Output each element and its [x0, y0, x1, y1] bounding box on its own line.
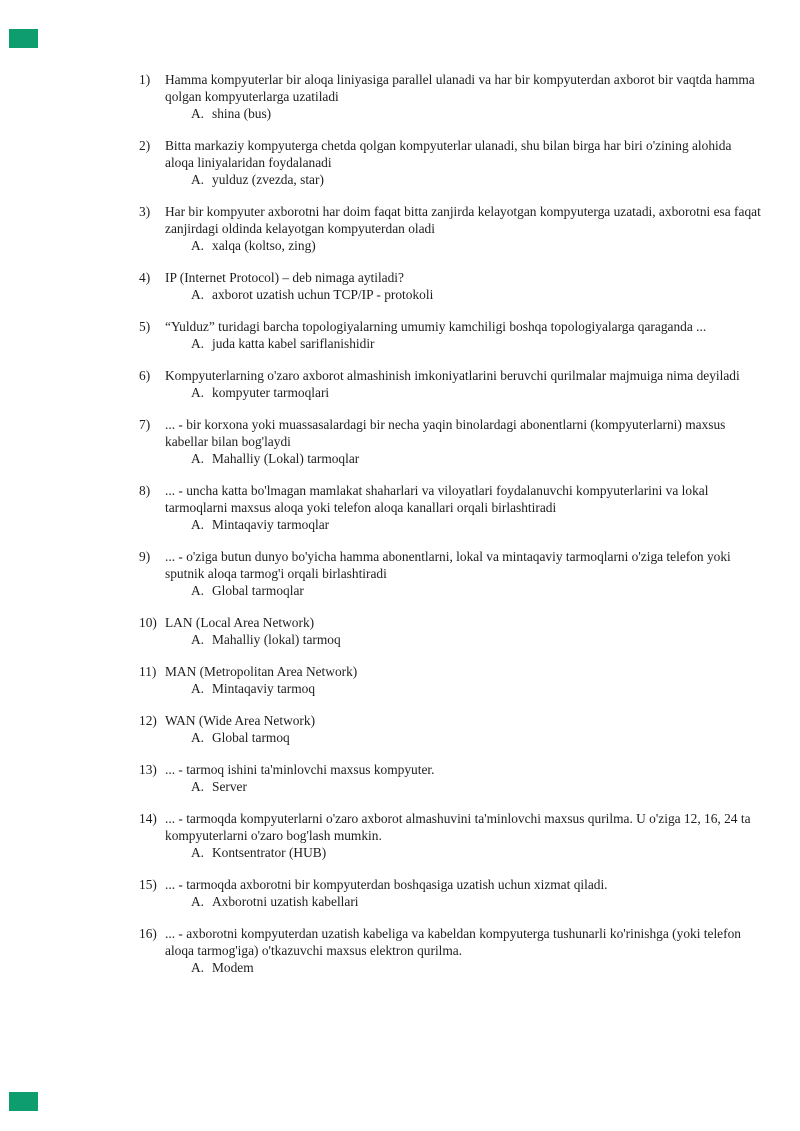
- question-number: 2): [139, 138, 151, 153]
- answer-label: A.: [191, 730, 205, 745]
- answer-text: axborot uzatish uchun TCP/IP - protokoli: [212, 287, 434, 302]
- question-number: 3): [139, 204, 151, 219]
- answer-text: Kontsentrator (HUB): [212, 845, 327, 860]
- answer-line: [191, 631, 762, 648]
- question-text: ... - tarmoqda axborotni bir kompyuterdan boshqasiga uzatish uchun xizmat qiladi.: [165, 877, 608, 892]
- question-item: [139, 614, 762, 648]
- question-text: MAN (Metropolitan Area Network): [165, 664, 358, 679]
- answer-label: A.: [191, 681, 205, 696]
- answer-text: Mintaqaviy tarmoq: [212, 681, 316, 696]
- question-number: 15): [139, 877, 157, 892]
- question-number: 6): [139, 368, 151, 383]
- answer-label: A.: [191, 894, 205, 909]
- question-item: [139, 663, 762, 697]
- answer-line: [191, 959, 762, 976]
- question-number: 10): [139, 615, 157, 630]
- answer-text: xalqa (koltso, zing): [212, 238, 316, 253]
- answer-text: Global tarmoq: [212, 730, 290, 745]
- answer-line: [191, 105, 762, 122]
- corner-mark-bottom: [9, 1092, 38, 1111]
- question-text: Bitta markaziy kompyuterga chetda qolgan kompyuterlar ulanadi, shu bilan birga har biri o'zining alohida aloqa liniyalaridan foydalanadi: [165, 138, 732, 170]
- answer-label: A.: [191, 287, 205, 302]
- question-text: Hamma kompyuterlar bir aloqa liniyasiga parallel ulanadi va har bir kompyuterdan axborot bir vaqtda hamma qolgan kompyuterlarga uzatiladi: [165, 72, 755, 104]
- answer-line: [191, 450, 762, 467]
- answer-label: A.: [191, 517, 205, 532]
- answer-text: Mahalliy (lokal) tarmoq: [212, 632, 341, 647]
- question-number: 1): [139, 72, 151, 87]
- question-text: “Yulduz” turidagi barcha topologiyalarning umumiy kamchiligi boshqa topologiyalarga qaraganda ...: [165, 319, 707, 334]
- answer-line: [191, 237, 762, 254]
- question-item: [139, 876, 762, 910]
- answer-text: Global tarmoqlar: [212, 583, 304, 598]
- answer-text: yulduz (zvezda, star): [212, 172, 324, 187]
- answer-label: A.: [191, 632, 205, 647]
- question-text: LAN (Local Area Network): [165, 615, 315, 630]
- question-item: [139, 71, 762, 122]
- question-item: [139, 137, 762, 188]
- answer-line: [191, 516, 762, 533]
- answer-line: [191, 729, 762, 746]
- question-text: WAN (Wide Area Network): [165, 713, 316, 728]
- question-number: 9): [139, 549, 151, 564]
- answer-line: [191, 893, 762, 910]
- question-text: IP (Internet Protocol) – deb nimaga aytiladi?: [165, 270, 404, 285]
- answer-line: [191, 844, 762, 861]
- question-text: ... - o'ziga butun dunyo bo'yicha hamma abonentlarni, lokal va mintaqaviy tarmoqlarni o'ziga telefon yoki sputnik aloqa tarmog'i orqali birlashtiradi: [165, 549, 731, 581]
- answer-line: [191, 582, 762, 599]
- question-text: ... - uncha katta bo'lmagan mamlakat shaharlari va viloyatlari foydalanuvchi kompyuterlarini va lokal tarmoqlarni maxsus aloqa yoki telefon aloqa kanallari orqali birlashtiradi: [165, 483, 709, 515]
- answer-text: Mintaqaviy tarmoqlar: [212, 517, 330, 532]
- answer-text: shina (bus): [212, 106, 272, 121]
- question-item: [139, 761, 762, 795]
- question-number: 16): [139, 926, 157, 941]
- answer-label: A.: [191, 385, 205, 400]
- question-number: 8): [139, 483, 151, 498]
- answer-line: [191, 680, 762, 697]
- question-number: 12): [139, 713, 157, 728]
- question-number: 11): [139, 664, 157, 679]
- question-item: [139, 482, 762, 533]
- question-item: [139, 367, 762, 401]
- question-item: [139, 269, 762, 303]
- question-text: Har bir kompyuter axborotni har doim faqat bitta zanjirda kelayotgan kompyuterga uzatadi, axborotni esa faqat zanjirdagi oldinda kelayotgan kompyuterdan oladi: [165, 204, 761, 236]
- answer-line: [191, 778, 762, 795]
- answer-label: A.: [191, 172, 205, 187]
- question-item: [139, 810, 762, 861]
- answer-text: kompyuter tarmoqlari: [212, 385, 330, 400]
- answer-label: A.: [191, 779, 205, 794]
- answer-label: A.: [191, 845, 205, 860]
- answer-text: Axborotni uzatish kabellari: [212, 894, 359, 909]
- question-number: 13): [139, 762, 157, 777]
- answer-label: A.: [191, 238, 205, 253]
- question-number: 14): [139, 811, 157, 826]
- question-number: 4): [139, 270, 151, 285]
- answer-text: Server: [212, 779, 247, 794]
- question-text: ... - tarmoq ishini ta'minlovchi maxsus kompyuter.: [165, 762, 435, 777]
- answer-line: [191, 384, 762, 401]
- answer-label: A.: [191, 583, 205, 598]
- question-number: 7): [139, 417, 151, 432]
- answer-text: Modem: [212, 960, 254, 975]
- question-item: [139, 925, 762, 976]
- question-item: [139, 712, 762, 746]
- question-item: [139, 548, 762, 599]
- question-text: ... - axborotni kompyuterdan uzatish kabeliga va kabeldan kompyuterga tushunarli ko'rinishga (yoki telefon aloqa tarmog'iga) o'tkazuvchi maxsus elektron qurilma.: [165, 926, 741, 958]
- answer-line: [191, 335, 762, 352]
- question-text: Kompyuterlarning o'zaro axborot almashinish imkoniyatlarini beruvchi qurilmalar majmuiga nima deyiladi: [165, 368, 740, 383]
- answer-text: Mahalliy (Lokal) tarmoqlar: [212, 451, 360, 466]
- answer-label: A.: [191, 106, 205, 121]
- question-text: ... - bir korxona yoki muassasalardagi bir necha yaqin binolardagi abonentlarni (kompyuterlarni) maxsus kabellar bilan bog'laydi: [165, 417, 726, 449]
- answer-label: A.: [191, 336, 205, 351]
- question-item: [139, 318, 762, 352]
- corner-mark-top: [9, 29, 38, 48]
- question-list: [139, 71, 762, 991]
- question-item: [139, 416, 762, 467]
- question-number: 5): [139, 319, 151, 334]
- question-item: [139, 203, 762, 254]
- answer-text: juda katta kabel sariflanishidir: [212, 336, 375, 351]
- question-text: ... - tarmoqda kompyuterlarni o'zaro axborot almashuvini ta'minlovchi maxsus qurilma. U o'ziga 12, 16, 24 ta kompyuterlarni o'zaro bog'lash mumkin.: [165, 811, 751, 843]
- answer-line: [191, 286, 762, 303]
- answer-label: A.: [191, 451, 205, 466]
- answer-label: A.: [191, 960, 205, 975]
- answer-line: [191, 171, 762, 188]
